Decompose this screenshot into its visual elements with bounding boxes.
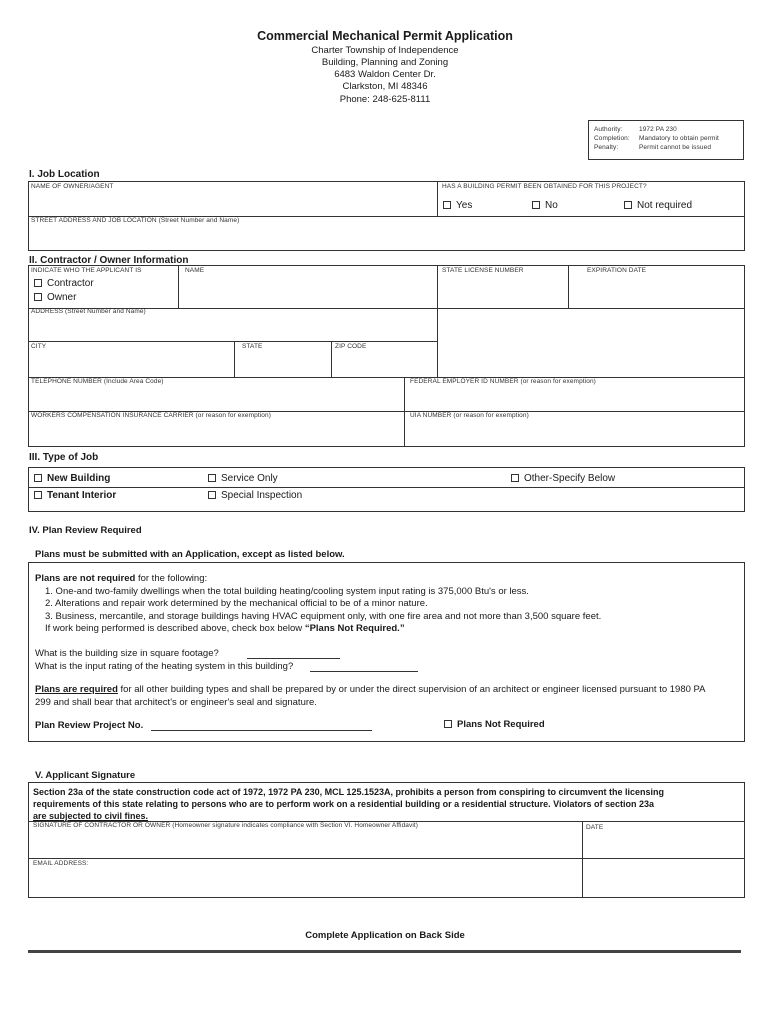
expiration-field[interactable]: [571, 276, 743, 306]
checkbox-icon[interactable]: [208, 491, 216, 499]
exemption-item-2: 2. Alterations and repair work determined by the mechanical official to be of a minor nature.: [45, 598, 428, 609]
penalty-key: Penalty:: [594, 144, 619, 151]
job-new-building-option[interactable]: New Building: [34, 473, 110, 484]
checkbox-icon[interactable]: [34, 491, 42, 499]
section-plan-review-heading: IV. Plan Review Required: [29, 525, 142, 536]
checkbox-icon[interactable]: [443, 201, 451, 209]
section-signature-heading: V. Applicant Signature: [35, 770, 136, 781]
street-address-field[interactable]: [30, 226, 742, 249]
heating-input-field[interactable]: [310, 660, 418, 672]
warning-line-2: requirements of this state relating to persons who are to perform work on a residential building or a residential structure. Violators of section 23a: [33, 799, 654, 809]
office-street: 6483 Waldon Center Dr.: [334, 69, 436, 80]
email-field[interactable]: [30, 870, 580, 896]
job-service-only-option[interactable]: Service Only: [208, 473, 278, 484]
applicant-owner-option[interactable]: Owner: [34, 292, 76, 303]
footer-note: Complete Application on Back Side: [305, 930, 465, 941]
city-field[interactable]: [30, 352, 232, 375]
heating-input-question: What is the input rating of the heating system in this building?: [35, 661, 294, 672]
zip-label: ZIP CODE: [335, 343, 367, 350]
license-label: STATE LICENSE NUMBER: [442, 267, 524, 274]
date-label: DATE: [586, 824, 604, 831]
warning-line-1: Section 23a of the state construction code act of 1972, 1972 PA 230, MCL 125.1523A, prohibits a person from conspiring to circumvent the licensing: [33, 787, 665, 797]
office-department: Building, Planning and Zoning: [321, 57, 449, 68]
workers-comp-field[interactable]: [30, 421, 402, 445]
plans-required-line-1: Plans are required for all other building types and shall be prepared by or under the direct supervision of an architect or engineer licensed pursuant to 1980 PA: [35, 684, 706, 695]
footer-rule: [28, 950, 741, 953]
expiration-label: EXPIRATION DATE: [587, 267, 647, 274]
permit-question-label: HAS A BUILDING PERMIT BEEN OBTAINED FOR THIS PROJECT?: [442, 183, 647, 190]
workers-comp-label: WORKERS COMPENSATION INSURANCE CARRIER (or reason for exemption): [31, 412, 271, 419]
state-label: STATE: [242, 343, 263, 350]
office-name: Charter Township of Independence: [311, 45, 459, 56]
telephone-field[interactable]: [30, 387, 402, 409]
page-title: Commercial Mechanical Permit Application: [257, 29, 513, 43]
permit-no-option[interactable]: No: [532, 200, 558, 211]
address-label: ADDRESS (Street Number and Name): [31, 308, 146, 315]
uia-label: UIA NUMBER (or reason for exemption): [410, 412, 529, 419]
uia-field[interactable]: [407, 421, 743, 445]
checkbox-icon[interactable]: [34, 474, 42, 482]
job-special-inspection-option[interactable]: Special Inspection: [208, 490, 302, 501]
address-field[interactable]: [30, 317, 435, 339]
city-label: CITY: [31, 343, 47, 350]
plans-not-required-intro: Plans are not required for the following:: [35, 573, 208, 584]
warning-line-3: are subjected to civil fines.: [33, 811, 149, 821]
owner-agent-field[interactable]: [30, 192, 434, 214]
checkbox-icon[interactable]: [208, 474, 216, 482]
section-job-type-heading: III. Type of Job: [29, 452, 99, 463]
plans-submit-note: Plans must be submitted with an Application, except as listed below.: [35, 549, 345, 560]
checkbox-icon[interactable]: [511, 474, 519, 482]
name-field[interactable]: [181, 276, 435, 306]
job-tenant-interior-option[interactable]: Tenant Interior: [34, 490, 116, 501]
section-contractor-heading: II. Contractor / Owner Information: [29, 255, 189, 266]
email-label: EMAIL ADDRESS:: [33, 860, 89, 867]
checkbox-icon[interactable]: [532, 201, 540, 209]
date-field[interactable]: [585, 834, 743, 856]
license-field[interactable]: [440, 276, 566, 306]
telephone-label: TELEPHONE NUMBER (Include Area Code): [31, 378, 164, 385]
if-work-described-note: If work being performed is described above, check box below “Plans Not Required.”: [45, 623, 405, 634]
street-address-label: STREET ADDRESS AND JOB LOCATION (Street Number and Name): [31, 217, 240, 224]
checkbox-icon[interactable]: [444, 720, 452, 728]
job-type-box: [28, 467, 745, 512]
name-label: NAME: [185, 267, 205, 274]
project-number-label: Plan Review Project No.: [35, 720, 144, 731]
state-field[interactable]: [236, 352, 329, 375]
plans-not-required-option[interactable]: Plans Not Required: [444, 719, 545, 730]
exemption-item-1: 1. One-and two-family dwellings when the total building heating/cooling system input rating is 375,000 Btu's or less.: [45, 586, 529, 597]
job-other-option[interactable]: Other-Specify Below: [511, 473, 615, 484]
checkbox-icon[interactable]: [34, 293, 42, 301]
permit-yes-option[interactable]: Yes: [443, 200, 472, 211]
signature-label: SIGNATURE OF CONTRACTOR OR OWNER (Homeowner signature indicates compliance with Section VI. Homeowner Affidavit): [33, 822, 419, 829]
office-phone: Phone: 248-625-8111: [339, 94, 431, 105]
fein-field[interactable]: [407, 387, 743, 409]
penalty-value: Permit cannot be issued: [639, 144, 712, 151]
exemption-item-3: 3. Business, mercantile, and storage buildings having HVAC equipment only, with one fire area and not more than 3,500 square feet.: [45, 611, 602, 622]
checkbox-icon[interactable]: [624, 201, 632, 209]
applicant-type-label: INDICATE WHO THE APPLICANT IS: [31, 267, 142, 274]
owner-agent-label: NAME OF OWNER/AGENT: [31, 183, 114, 190]
completion-key: Completion:: [594, 135, 630, 142]
project-number-field[interactable]: [151, 718, 372, 731]
section-job-location-heading: I. Job Location: [29, 169, 100, 180]
checkbox-icon[interactable]: [34, 279, 42, 287]
office-city: Clarkston, MI 48346: [342, 81, 428, 92]
authority-key: Authority:: [594, 126, 623, 133]
building-size-question: What is the building size in square footage?: [35, 648, 219, 659]
building-size-field[interactable]: [247, 647, 340, 659]
applicant-contractor-option[interactable]: Contractor: [34, 278, 94, 289]
completion-value: Mandatory to obtain permit: [639, 135, 719, 142]
plans-required-line-2: 299 and shall bear that architect's or engineer's seal and signature.: [35, 697, 317, 708]
authority-value: 1972 PA 230: [639, 126, 677, 133]
permit-not-required-option[interactable]: Not required: [624, 200, 692, 211]
fein-label: FEDERAL EMPLOYER ID NUMBER (or reason for exemption): [410, 378, 596, 385]
zip-field[interactable]: [333, 352, 435, 375]
signature-field[interactable]: [30, 832, 580, 856]
